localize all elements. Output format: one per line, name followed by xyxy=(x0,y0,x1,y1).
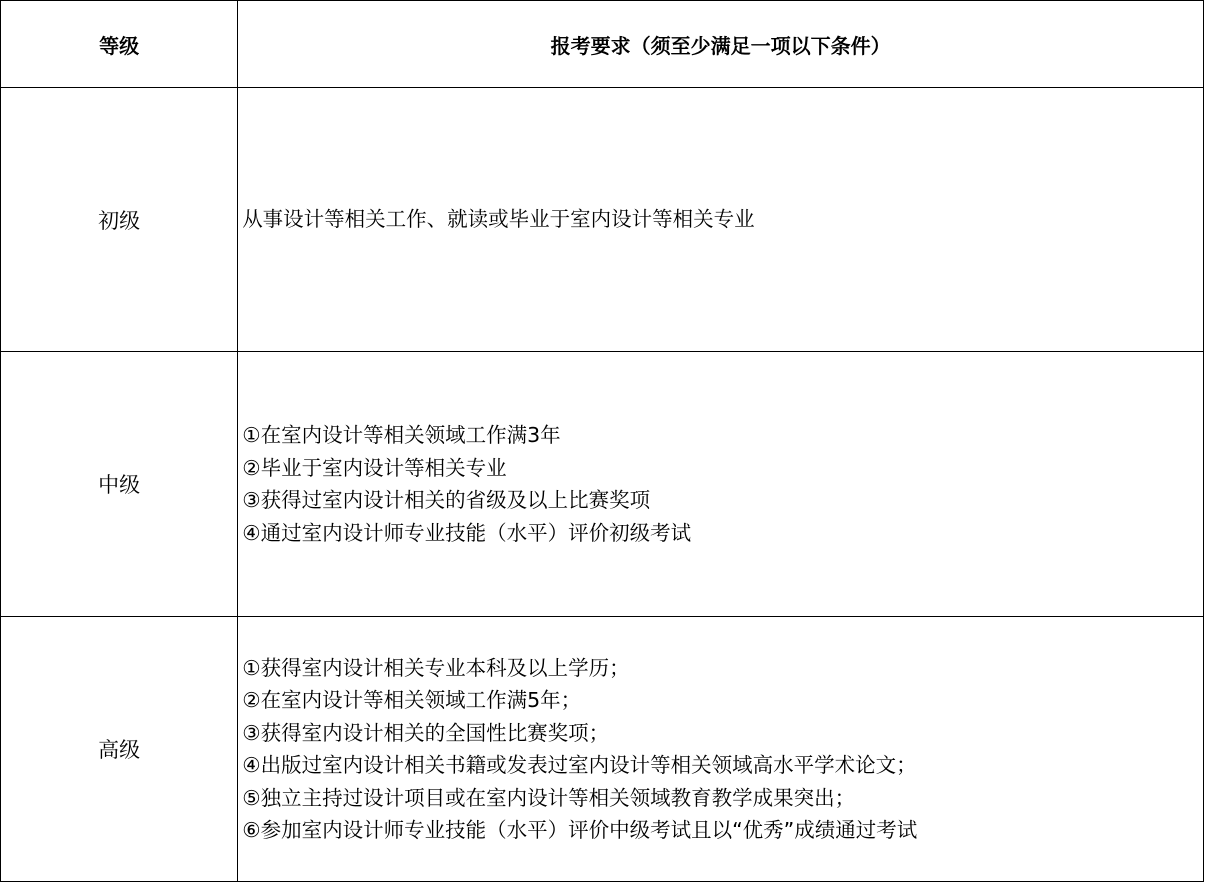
requirements-senior xyxy=(238,617,1204,882)
table-row-junior xyxy=(1,88,1204,352)
requirement-item: ⑤独立主持过设计项目或在室内设计等相关领域教育教学成果突出； xyxy=(242,785,856,810)
level-intermediate: 中级 xyxy=(1,352,238,617)
header-level: 等级 xyxy=(1,1,238,88)
requirement-item: ②毕业于室内设计等相关专业 xyxy=(242,455,507,480)
requirement-item: ①获得室内设计相关专业本科及以上学历； xyxy=(242,655,630,680)
requirement-item: ④出版过室内设计相关书籍或发表过室内设计等相关领域高水平学术论文； xyxy=(242,753,917,777)
requirements-junior xyxy=(238,88,1204,352)
table-header-row xyxy=(1,1,1204,88)
requirement-item: ③获得室内设计相关的全国性比赛奖项； xyxy=(242,720,610,745)
requirement-item: ④通过室内设计师专业技能（水平）评价初级考试 xyxy=(242,520,692,545)
level-junior: 初级 xyxy=(1,88,238,352)
table-row-intermediate xyxy=(1,352,1204,617)
requirement-item: 从事设计等相关工作、就读或毕业于室内设计等相关专业 xyxy=(242,207,755,232)
level-senior: 高级 xyxy=(1,617,238,882)
requirements-intermediate xyxy=(238,352,1204,617)
requirement-item: ①在室内设计等相关领域工作满3年 xyxy=(242,423,561,447)
requirement-item: ②在室内设计等相关领域工作满5年； xyxy=(242,688,582,712)
requirement-item: ③获得过室内设计相关的省级及以上比赛奖项 xyxy=(242,488,651,512)
requirement-item: ⑥参加室内设计师专业技能（水平）评价中级考试且以“优秀”成绩通过考试 xyxy=(242,818,918,842)
header-requirement: 报考要求（须至少满足一项以下条件） xyxy=(238,1,1204,88)
table-row-senior xyxy=(1,617,1204,882)
